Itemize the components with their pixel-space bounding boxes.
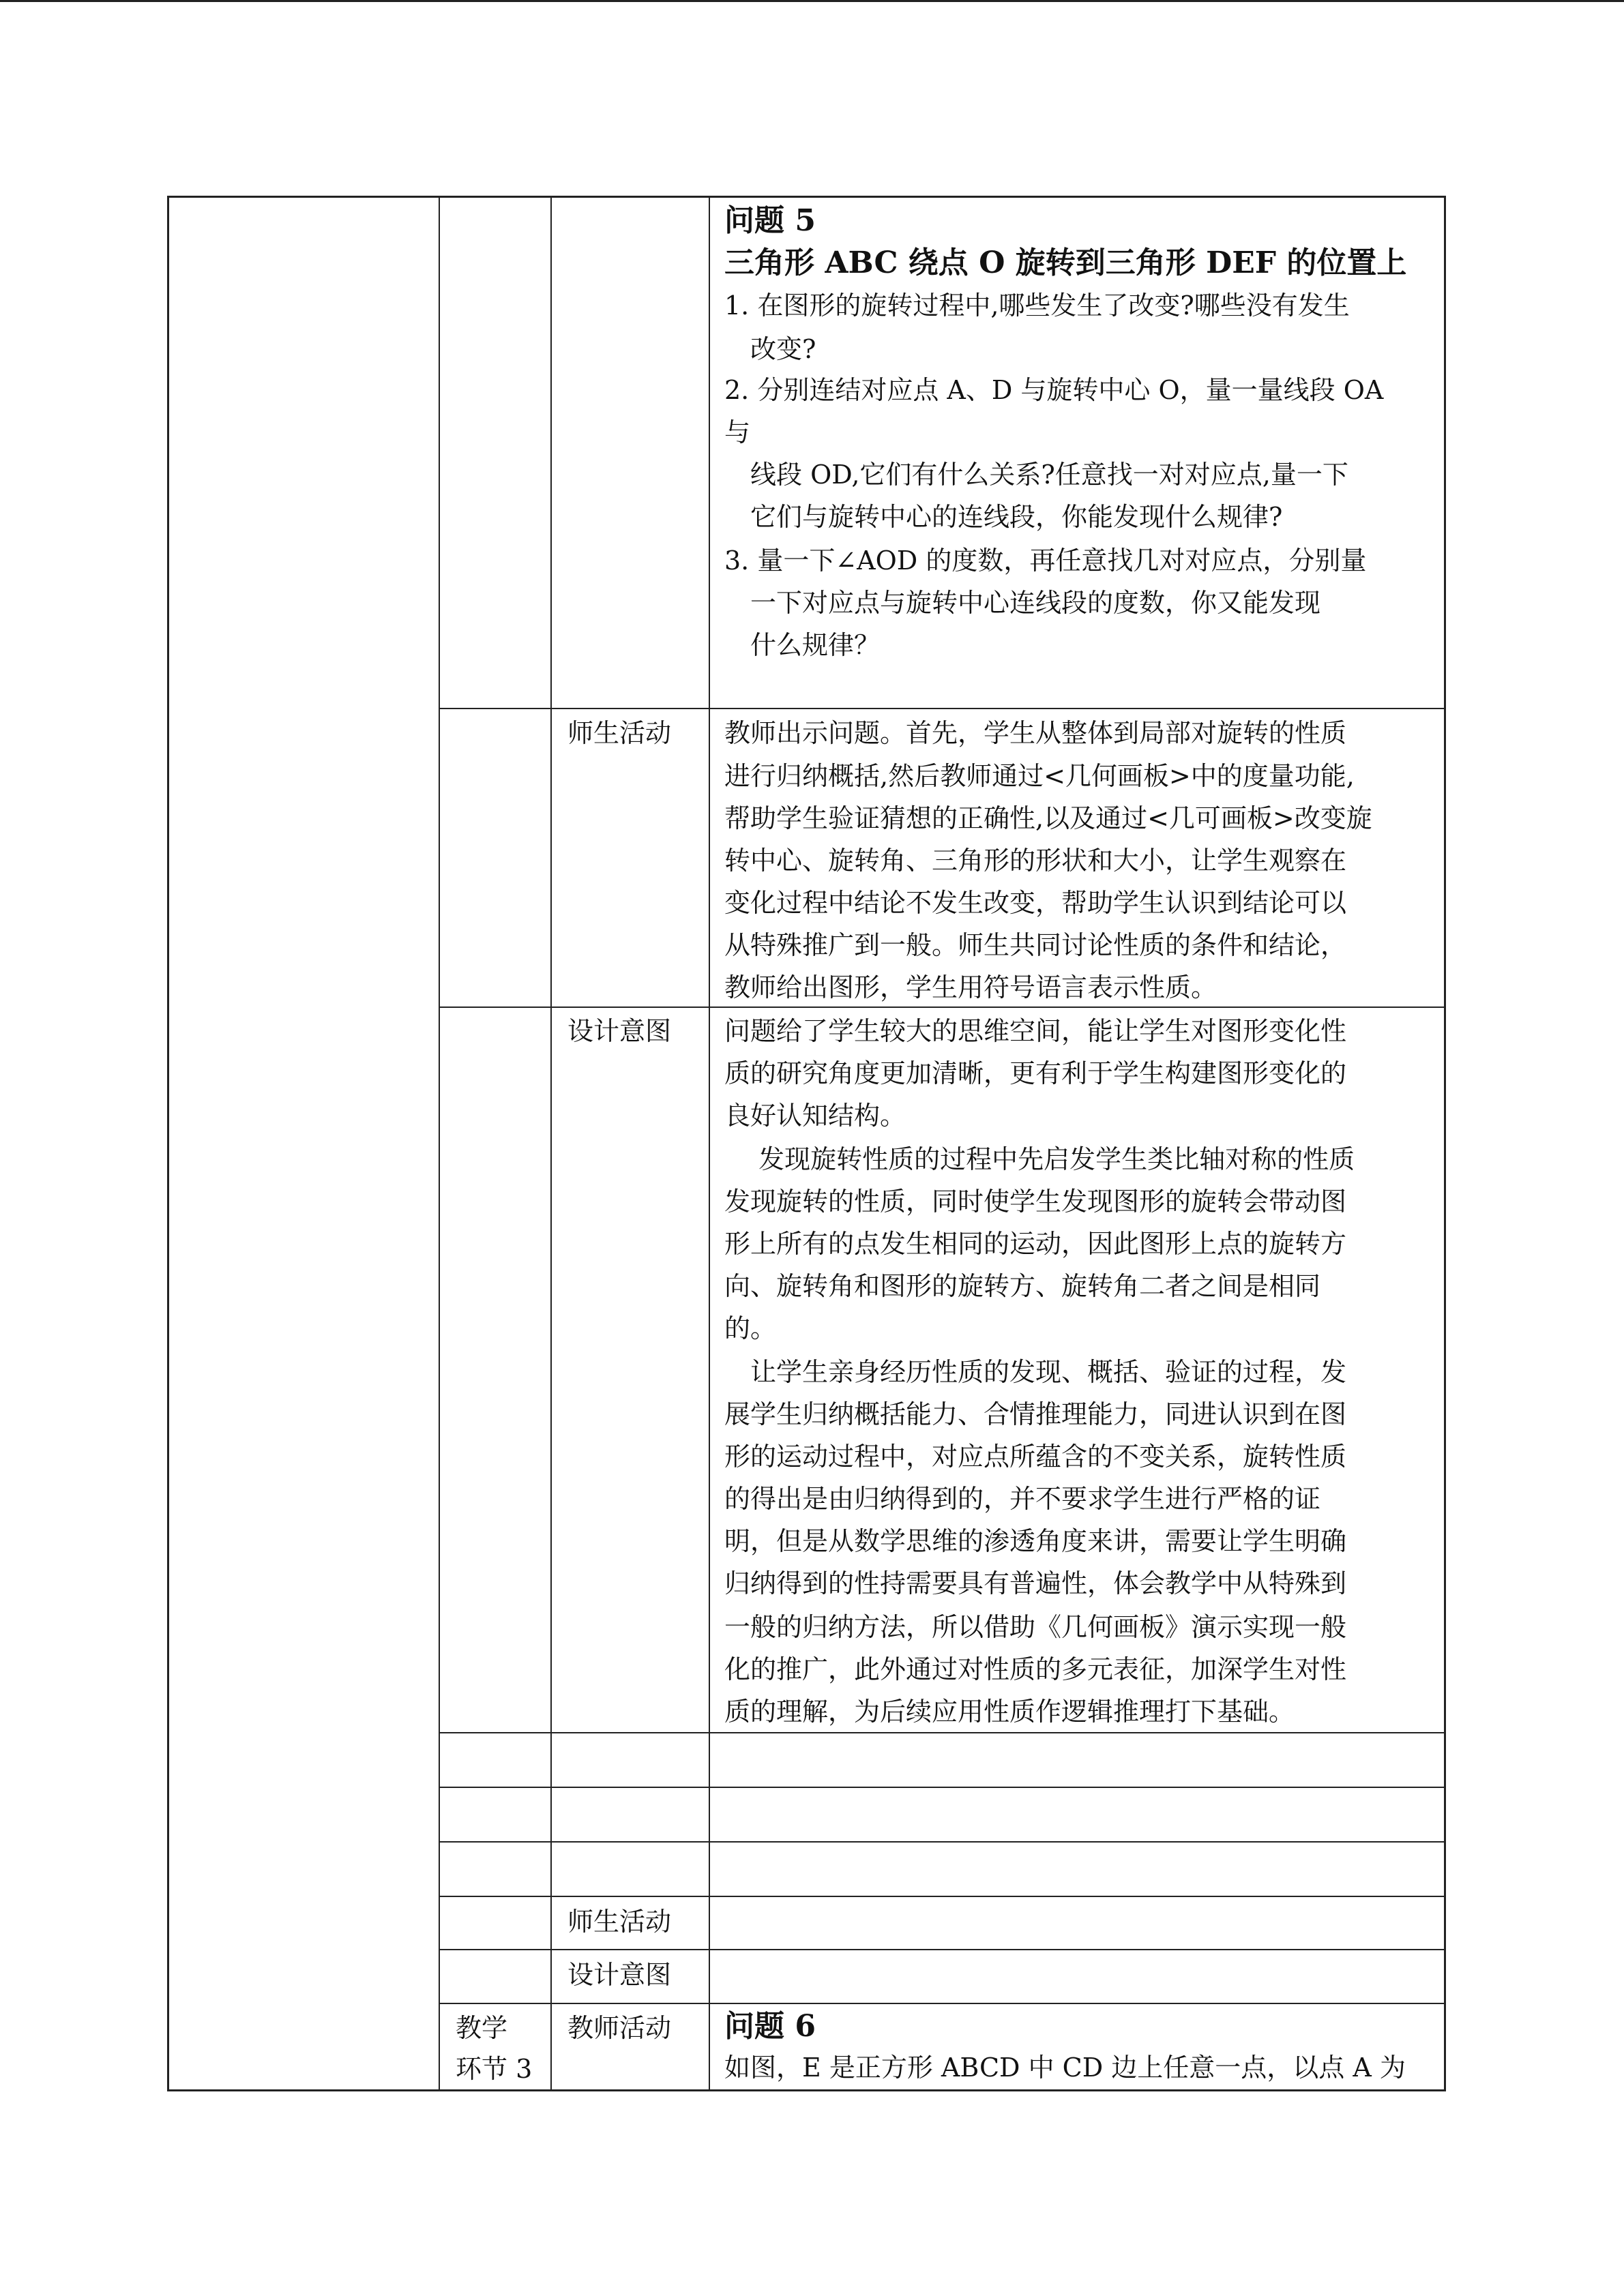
design-intent-line: 形上所有的点发生相同的运动，因此图形上点的旋转方: [724, 1229, 1347, 1259]
section-label-line2: 环节 3: [456, 2054, 533, 2084]
activity-line: 从特殊推广到一般。师生共同讨论性质的条件和结论，: [724, 930, 1347, 960]
column-divider-3: [709, 196, 710, 2091]
activity-label: 师生活动: [567, 718, 672, 748]
problem-5-subtitle: 三角形 ABC 绕点 O 旋转到三角形 DEF 的位置上: [724, 245, 1407, 280]
design-intent-line: 化的推广，此外通过对性质的多元表征，加深学生对性: [724, 1654, 1347, 1684]
problem-5-line: 与: [724, 417, 751, 447]
design-intent-line: 形的运动过程中，对应点所蕴含的不变关系，旋转性质: [724, 1442, 1347, 1472]
problem-5-line: 它们与旋转中心的连线段，你能发现什么规律?: [724, 502, 1283, 532]
design-intent-label: 设计意图: [567, 1016, 672, 1046]
column-divider-2: [550, 196, 552, 2091]
problem-5-line: 改变?: [724, 334, 816, 364]
table-border-top: [167, 196, 1446, 198]
design-intent-line: 的得出是由归纳得到的，并不要求学生进行严格的证: [724, 1484, 1321, 1514]
design-intent-line: 展学生归纳概括能力、合情推理能力，同进认识到在图: [724, 1399, 1347, 1429]
problem-5-title: 问题 5: [724, 203, 816, 238]
problem-6-line: 如图，E 是正方形 ABCD 中 CD 边上任意一点，以点 A 为: [724, 2053, 1406, 2083]
activity-line: 变化过程中结论不发生改变，帮助学生认识到结论可以: [724, 888, 1347, 918]
section-label-line1: 教学: [456, 2013, 508, 2043]
column-divider-1: [439, 196, 440, 2091]
row-divider-1: [439, 708, 1446, 709]
activity-line: 教师给出图形，学生用符号语言表示性质。: [724, 972, 1217, 1002]
row-divider-7: [439, 1949, 1446, 1950]
problem-6-title: 问题 6: [724, 2009, 816, 2044]
problem-5-line: 2. 分别连结对应点 A、D 与旋转中心 O，量一量线段 OA: [724, 375, 1384, 405]
design-intent-line: 明，但是从数学思维的渗透角度来讲，需要让学生明确: [724, 1526, 1347, 1556]
activity-line: 进行归纳概括,然后教师通过<几何画板>中的度量功能,: [724, 761, 1355, 791]
row-divider-4: [439, 1787, 1446, 1788]
activity-label-2: 师生活动: [567, 1907, 672, 1937]
row-divider-6: [439, 1896, 1446, 1897]
design-intent-line: 发现旋转性质的过程中先启发学生类比轴对称的性质: [724, 1144, 1355, 1174]
problem-5-line: 一下对应点与旋转中心连线段的度数，你又能发现: [724, 588, 1321, 618]
design-intent-line: 归纳得到的性持需要具有普遍性，体会教学中从特殊到: [724, 1568, 1347, 1598]
design-intent-line: 问题给了学生较大的思维空间，能让学生对图形变化性: [724, 1016, 1347, 1046]
problem-5-line: 什么规律？: [724, 630, 881, 660]
activity-line: 帮助学生验证猜想的正确性,以及通过<几可画板>改变旋: [724, 803, 1372, 833]
table-border-left: [167, 196, 169, 2091]
design-intent-line: 良好认知结构。: [724, 1101, 906, 1131]
activity-line: 教师出示问题。首先，学生从整体到局部对旋转的性质: [724, 718, 1347, 748]
design-intent-line: 质的研究角度更加清晰，更有利于学生构建图形变化的: [724, 1058, 1347, 1088]
design-intent-line: 的。: [724, 1313, 777, 1343]
design-intent-line: 发现旋转的性质，同时使学生发现图形的旋转会带动图: [724, 1187, 1347, 1217]
page-top-border: [0, 0, 1624, 2]
teacher-activity-label: 教师活动: [567, 2013, 672, 2043]
activity-line: 转中心、旋转角、三角形的形状和大小，让学生观察在: [724, 846, 1347, 876]
row-divider-8: [439, 2003, 1446, 2004]
design-intent-line: 一般的归纳方法，所以借助《几何画板》演示实现一般: [724, 1612, 1347, 1642]
problem-5-line: 3. 量一下∠AOD 的度数，再任意找几对对应点，分别量: [724, 546, 1367, 576]
row-divider-5: [439, 1841, 1446, 1843]
design-intent-line: 质的理解，为后续应用性质作逻辑推理打下基础。: [724, 1697, 1295, 1727]
design-intent-line: 让学生亲身经历性质的发现、概括、验证的过程，发: [724, 1357, 1347, 1387]
design-intent-label-2: 设计意图: [567, 1960, 672, 1990]
table-border-right: [1444, 196, 1446, 2091]
design-intent-line: 向、旋转角和图形的旋转方、旋转角二者之间是相同: [724, 1271, 1321, 1301]
problem-5-line: 线段 OD,它们有什么关系?任意找一对对应点,量一下: [724, 460, 1348, 490]
problem-5-line: 1. 在图形的旋转过程中,哪些发生了改变?哪些没有发生: [724, 290, 1350, 320]
